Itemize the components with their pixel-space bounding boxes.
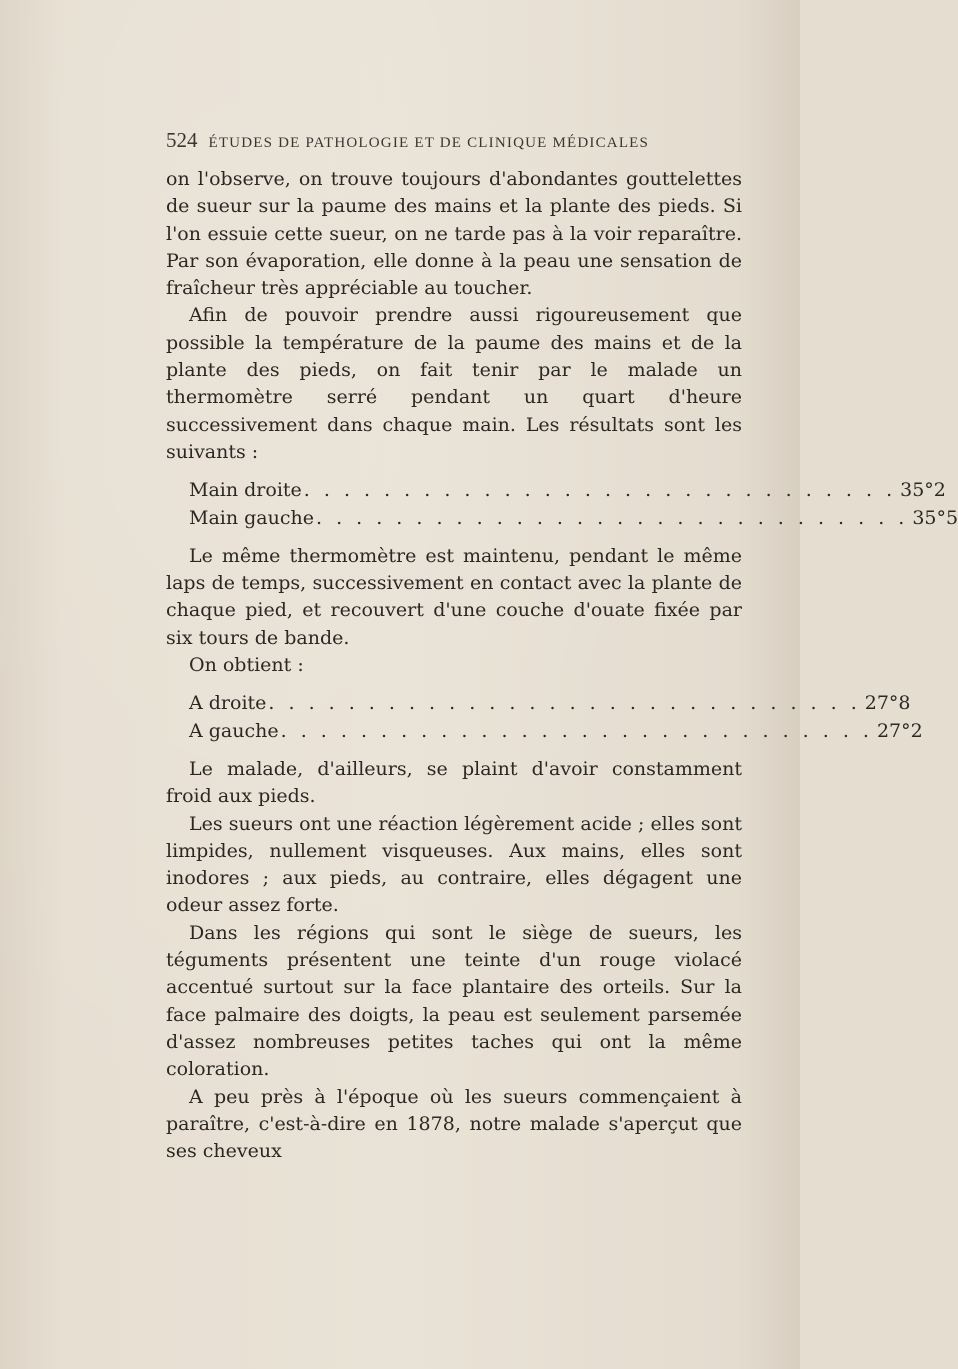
paragraph-4: On obtient : <box>189 654 304 677</box>
paragraph-1: on l'observe, on trouve toujours d'abondantes gouttelettes de sueur sur la paume des mains et la plante des pieds. Si l'on essuie cette sueur, on ne tarde pas à la voir reparaître. Par son évaporation, elle donne à la peau une sensation de fraîcheur très appréciable au toucher. <box>166 168 742 300</box>
paragraph-7: Dans les régions qui sont le siège de sueurs, les téguments présentent une teinte d'un rouge violacé accentué surtout sur la face plantaire des orteils. Sur la face palmaire des doigts, la peau est seulement parsemée d'assez nombreuses petites taches qui ont la même coloration. <box>166 921 742 1081</box>
row-value: 27°8 <box>864 692 911 715</box>
paragraph-8: A peu près à l'époque où les sueurs commençaient à paraître, c'est-à-dire en 1878, notre malade s'aperçut que ses cheveux <box>166 1085 742 1163</box>
paragraph-6: Les sueurs ont une réaction légèrement acide ; elles sont limpides, nullement visqueuses. Aux mains, elles sont inodores ; aux pieds, au contraire, elles dégagent une odeur assez forte. <box>166 812 742 917</box>
page-number: 524 <box>166 128 198 152</box>
row-value: 35°5 <box>912 506 958 529</box>
row-value: 27°2 <box>876 719 923 742</box>
dot-leader: . . . . . . . . . . . . . . . . . . . . . . . . . . . . . . <box>280 719 873 742</box>
row-label: Main gauche <box>189 506 314 529</box>
table-row <box>166 690 911 717</box>
foot-temperature-table <box>166 690 923 745</box>
paragraph-3: Le même thermomètre est maintenu, pendant le même laps de temps, successivement en contact avec la plante de chaque pied, et recouvert d'une couche d'ouate fixée par six tours de bande. <box>166 544 742 649</box>
table-row <box>166 505 958 532</box>
running-header <box>166 128 746 153</box>
row-value: 35°2 <box>900 479 946 502</box>
paragraph-5: Le malade, d'ailleurs, se plaint d'avoir constamment froid aux pieds. <box>166 757 742 808</box>
hand-temperature-table <box>166 477 958 532</box>
dot-leader: . . . . . . . . . . . . . . . . . . . . . . . . . . . . . . <box>303 479 897 502</box>
body-text <box>166 166 958 1165</box>
table-row <box>166 477 946 504</box>
table-row <box>166 718 923 745</box>
row-label: A droite <box>189 692 267 715</box>
dot-leader: . . . . . . . . . . . . . . . . . . . . . . . . . . . . . . <box>268 692 861 715</box>
dot-leader: . . . . . . . . . . . . . . . . . . . . . . . . . . . . . . <box>315 506 909 529</box>
running-title: ÉTUDES DE PATHOLOGIE ET DE CLINIQUE MÉDICALES <box>208 135 650 151</box>
paragraph-2: Afin de pouvoir prendre aussi rigoureusement que possible la température de la paume des mains et de la plante des pieds, on fait tenir par le malade un thermomètre serré pendant un quart d'heure successivement dans chaque main. Les résultats sont les suivants : <box>166 304 742 463</box>
row-label: A gauche <box>189 719 279 742</box>
row-label: Main droite <box>189 479 302 502</box>
